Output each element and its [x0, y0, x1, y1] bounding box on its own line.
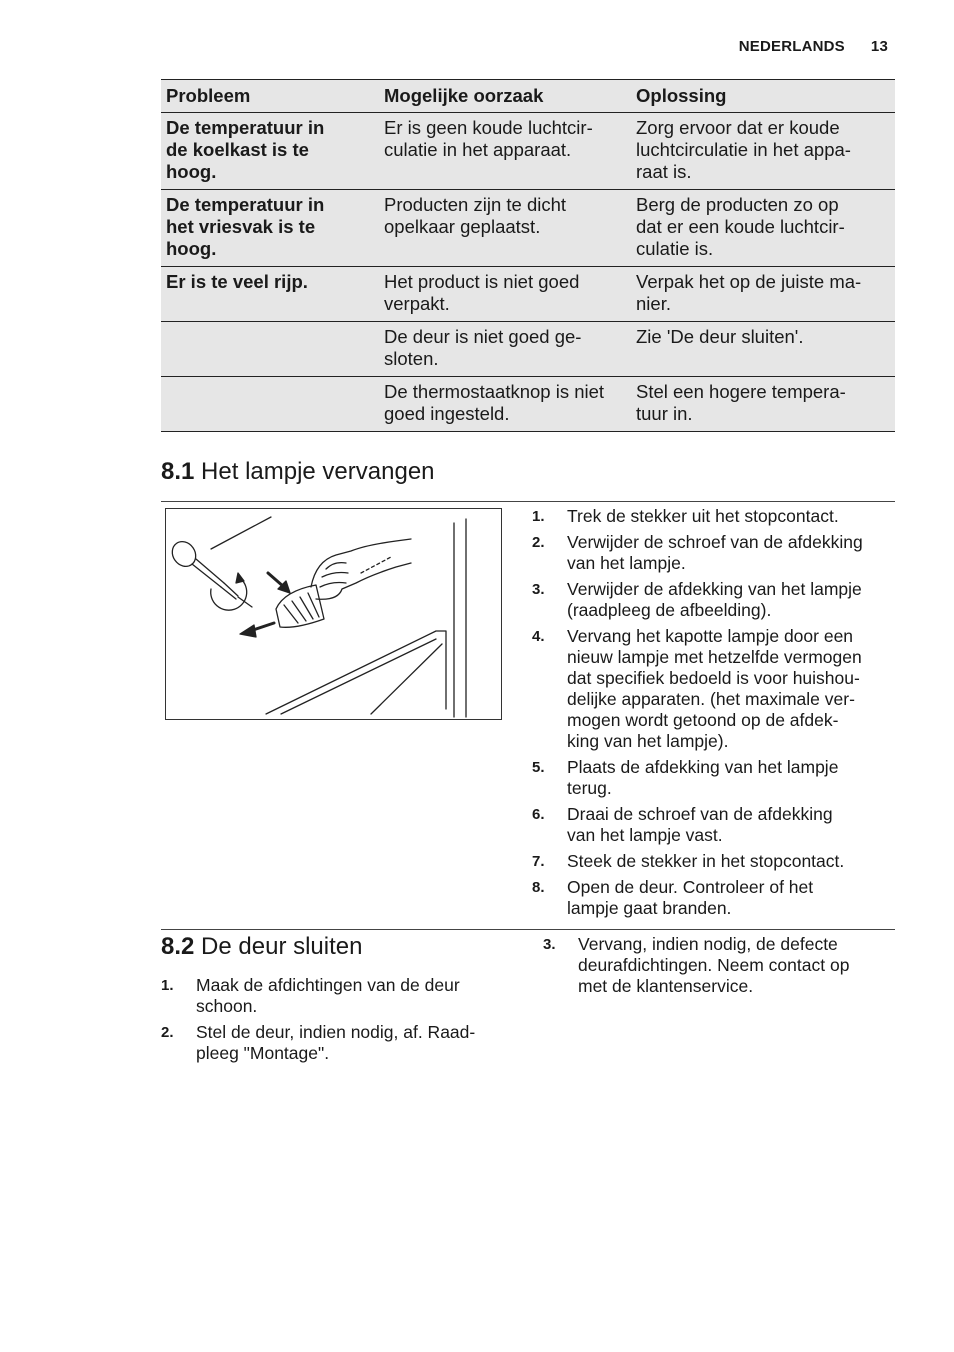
step-number: 6.: [532, 806, 545, 823]
cause-cell: De thermostaatknop is niet goed ingesteld.: [379, 377, 631, 432]
cause-cell: Het product is niet goed verpakt.: [379, 267, 631, 322]
step-text: Verwijder de schroef van de afdekking van het lampje.: [567, 532, 863, 573]
step-number: 2.: [161, 1024, 174, 1041]
table-row: [161, 377, 895, 432]
step-text: Maak de afdichtingen van de deur schoon.: [196, 975, 460, 1016]
list-item: [161, 975, 506, 1017]
page-number: 13: [870, 38, 888, 55]
list-item: [532, 579, 894, 621]
step-text: Open de deur. Controleer of het lampje gaat branden.: [567, 877, 814, 918]
step-number: 2.: [532, 534, 545, 551]
step-number: 4.: [532, 628, 545, 645]
table-row: [161, 190, 895, 267]
section-title: De deur sluiten: [201, 933, 363, 960]
solution-cell: Verpak het op de juiste ma- nier.: [631, 267, 895, 322]
column-header-solution: Oplossing: [631, 80, 895, 113]
cause-cell: Producten zijn te dicht opelkaar geplaatst.: [379, 190, 631, 267]
step-text: Vervang, indien nodig, de defecte deurafdichtingen. Neem contact op met de klantenservice.: [578, 934, 850, 996]
step-number: 3.: [543, 936, 556, 953]
table-row: [161, 267, 895, 322]
door-steps-list-left: [161, 975, 506, 1069]
step-number: 1.: [161, 977, 174, 994]
step-number: 7.: [532, 853, 545, 870]
step-text: Trek de stekker uit het stopcontact.: [567, 506, 839, 526]
list-item: [532, 532, 894, 574]
table-row: [161, 322, 895, 377]
table-row: [161, 113, 895, 190]
step-text: Vervang het kapotte lampje door een nieuw lampje met hetzelfde vermogen dat specifiek bedoeld is voor huishou- delijke apparaten. (het maximale ver- mogen wordt getoond op de afdek- king van het lampje).: [567, 626, 862, 751]
step-number: 8.: [532, 879, 545, 896]
step-number: 3.: [532, 581, 545, 598]
step-text: Stel de deur, indien nodig, af. Raad- pleeg "Montage".: [196, 1022, 476, 1063]
step-number: 1.: [532, 508, 545, 525]
section-number: 8.1: [161, 458, 195, 485]
lamp-steps-list: [532, 506, 894, 924]
list-item: [532, 506, 894, 527]
step-text: Steek de stekker in het stopcontact.: [567, 851, 845, 871]
troubleshooting-table: [161, 79, 895, 432]
table-header-row: [161, 80, 895, 113]
list-item: [532, 757, 894, 799]
problem-cell: Er is te veel rijp.: [161, 267, 379, 322]
language-label: NEDERLANDS: [738, 38, 845, 55]
problem-cell: De temperatuur in de koelkast is te hoog.: [161, 113, 379, 190]
solution-cell: Stel een hogere tempera- tuur in.: [631, 377, 895, 432]
list-item: [532, 626, 894, 752]
section-number: 8.2: [161, 933, 195, 960]
section-divider: [161, 929, 895, 930]
list-item: [532, 877, 894, 919]
list-item: [543, 934, 894, 997]
problem-cell: [161, 322, 379, 377]
solution-cell: Zorg ervoor dat er koude luchtcirculatie in het appa- raat is.: [631, 113, 895, 190]
lamp-illustration-drawing: [166, 509, 501, 719]
problem-cell: De temperatuur in het vriesvak is te hoog.: [161, 190, 379, 267]
lamp-replacement-illustration: [165, 508, 502, 720]
cause-cell: De deur is niet goed ge- sloten.: [379, 322, 631, 377]
cause-cell: Er is geen koude luchtcir- culatie in het apparaat.: [379, 113, 631, 190]
section-divider: [161, 501, 895, 502]
door-steps-list-right: [543, 934, 894, 1002]
step-text: Plaats de afdekking van het lampje terug.: [567, 757, 839, 798]
problem-cell: [161, 377, 379, 432]
list-item: [532, 804, 894, 846]
solution-cell: Berg de producten zo op dat er een koude luchtcir- culatie is.: [631, 190, 895, 267]
list-item: [161, 1022, 506, 1064]
column-header-cause: Mogelijke oorzaak: [379, 80, 631, 113]
page-header: [739, 38, 888, 55]
section-title: Het lampje vervangen: [201, 458, 435, 485]
step-text: Draai de schroef van de afdekking van het lampje vast.: [567, 804, 833, 845]
step-number: 5.: [532, 759, 545, 776]
step-text: Verwijder de afdekking van het lampje (raadpleeg de afbeelding).: [567, 579, 862, 620]
column-header-problem: Probleem: [161, 80, 379, 113]
list-item: [532, 851, 894, 872]
section-heading-8-2: [161, 933, 362, 961]
section-heading-8-1: [161, 458, 435, 486]
solution-cell: Zie 'De deur sluiten'.: [631, 322, 895, 377]
